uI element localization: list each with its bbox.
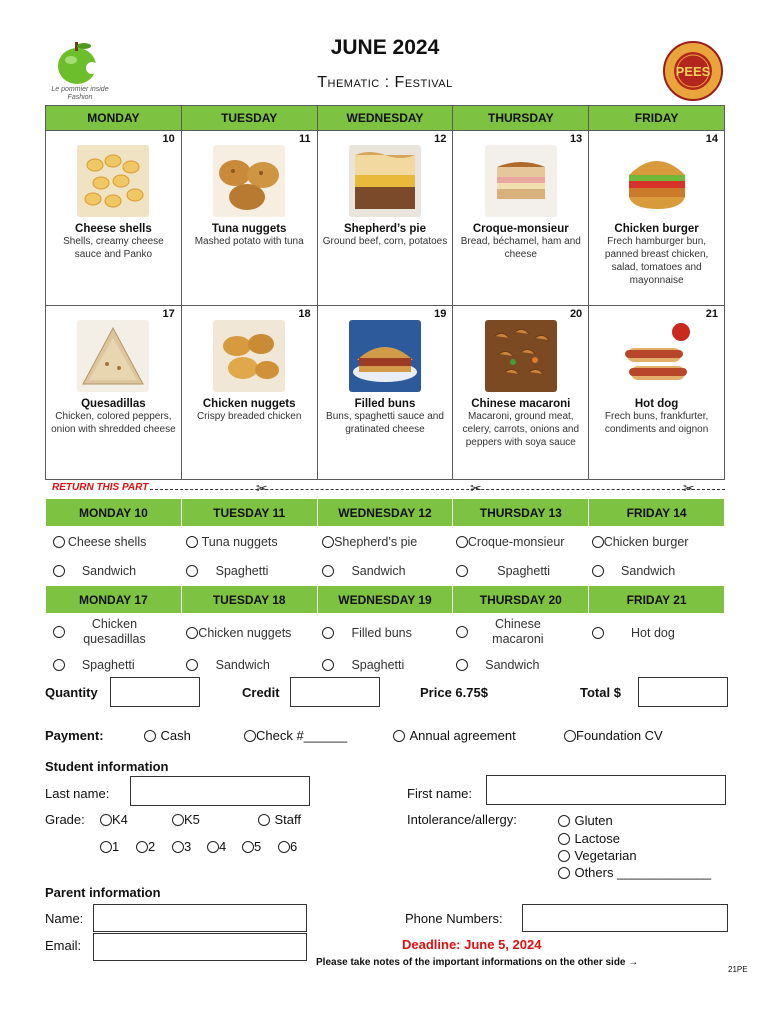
radio-button[interactable]	[322, 565, 334, 577]
menu-cell-20	[453, 306, 589, 480]
order-header: WEDNESDAY 19	[317, 586, 453, 614]
scissors-icon: ✂	[683, 480, 695, 496]
radio-button[interactable]	[592, 565, 604, 577]
radio-button[interactable]	[100, 814, 112, 826]
phone-input[interactable]	[522, 904, 728, 932]
price-label: Price 6.75$	[420, 685, 488, 700]
order-option[interactable]: Chicken burger	[589, 527, 725, 557]
order-option[interactable]: Shepherd’s pie	[317, 527, 453, 557]
scissors-icon: ✂	[256, 480, 268, 496]
radio-button[interactable]	[558, 815, 570, 827]
menu-item-name: Croque-monsieur	[472, 223, 569, 235]
radio-button[interactable]	[207, 841, 219, 853]
day-number: 17	[162, 308, 175, 320]
menu-cell-13	[453, 131, 589, 306]
payment-check[interactable]: Check #______	[244, 727, 347, 745]
order-option[interactable]: Sandwich	[589, 556, 725, 586]
day-number: 14	[705, 133, 718, 145]
order-option[interactable]: Spaghetti	[181, 556, 317, 586]
radio-button[interactable]	[592, 627, 604, 639]
day-number: 21	[705, 308, 718, 320]
order-header: THURSDAY 13	[453, 499, 589, 527]
radio-button[interactable]	[144, 730, 156, 742]
quantity-input[interactable]	[110, 677, 200, 707]
credit-label: Credit	[242, 685, 280, 700]
day-header-wednesday: WEDNESDAY	[317, 106, 453, 131]
hot-dog-icon	[621, 320, 693, 392]
day-number: 20	[569, 308, 583, 320]
radio-button[interactable]	[186, 627, 198, 639]
radio-button[interactable]	[186, 565, 198, 577]
menu-item-name: Chicken nuggets	[202, 398, 296, 410]
order-option[interactable]: Sandwich	[317, 556, 453, 586]
day-number: 11	[298, 133, 311, 145]
student-heading: Student information	[45, 759, 169, 774]
return-label: RETURN THIS PART	[52, 482, 149, 493]
payment-foundation[interactable]: Foundation CV	[564, 727, 663, 745]
menu-item-name: Shepherd’s pie	[343, 223, 426, 235]
form-code: 21PE	[728, 965, 748, 974]
day-number: 13	[569, 133, 583, 145]
day-number: 10	[162, 133, 175, 145]
menu-item-name: Quesadillas	[81, 398, 146, 410]
allergy-vegetarian[interactable]: Vegetarian	[558, 847, 637, 865]
menu-item-name: Cheese shells	[75, 223, 152, 235]
radio-button[interactable]	[393, 730, 405, 742]
pees-logo-text: PEES	[675, 64, 711, 79]
parent-name-input[interactable]	[93, 904, 307, 932]
order-option[interactable]: Spaghetti	[317, 651, 453, 680]
radio-button[interactable]	[100, 841, 112, 853]
radio-button[interactable]	[53, 565, 65, 577]
menu-item-name: Chinese macaroni	[471, 398, 571, 410]
cut-line	[150, 489, 725, 490]
order-option[interactable]: Tuna nuggets	[181, 527, 317, 557]
email-label: Email:	[45, 938, 82, 953]
radio-button[interactable]	[186, 659, 198, 671]
grade-5[interactable]: 5	[242, 838, 261, 856]
croque-monsieur-icon	[485, 145, 557, 217]
order-header: THURSDAY 20	[453, 586, 589, 614]
radio-button[interactable]	[53, 536, 65, 548]
grade-k5[interactable]: K5	[172, 811, 200, 829]
radio-button[interactable]	[456, 659, 468, 671]
radio-button[interactable]	[558, 833, 570, 845]
order-option[interactable]: Croque-monsieur	[453, 527, 589, 557]
allergy-lactose[interactable]: Lactose	[558, 830, 620, 848]
radio-button[interactable]	[456, 626, 468, 638]
menu-item-desc: Ground beef, corn, potatoes	[322, 236, 448, 247]
grade-staff[interactable]: Staff	[258, 811, 301, 829]
intolerance-label: Intolerance/allergy:	[407, 812, 517, 827]
pees-logo-icon	[663, 41, 723, 101]
shepherds-pie-icon	[349, 145, 421, 217]
radio-button[interactable]	[172, 841, 184, 853]
grade-4[interactable]: 4	[207, 838, 226, 856]
radio-button[interactable]	[53, 626, 65, 638]
order-option[interactable]: Hot dog	[589, 614, 725, 651]
first-name-label: First name:	[407, 786, 473, 801]
radio-button[interactable]	[136, 841, 148, 853]
page-title: JUNE 2024	[330, 36, 440, 59]
day-number: 19	[434, 308, 447, 320]
radio-button[interactable]	[278, 841, 290, 853]
radio-button[interactable]	[592, 536, 604, 548]
payment-annual[interactable]: Annual agreement	[393, 727, 516, 745]
radio-button[interactable]	[564, 730, 576, 742]
order-header: FRIDAY 21	[589, 586, 725, 614]
burger-icon	[621, 145, 693, 217]
day-header-thursday: THURSDAY	[453, 106, 589, 131]
email-input[interactable]	[93, 933, 307, 961]
radio-button[interactable]	[558, 850, 570, 862]
menu-item-name: Hot dog	[634, 398, 679, 410]
order-option[interactable]: Sandwich	[181, 651, 317, 680]
radio-button[interactable]	[53, 659, 65, 671]
day-number: 18	[298, 308, 311, 320]
first-name-input[interactable]	[486, 775, 726, 805]
last-name-input[interactable]	[130, 776, 310, 806]
menu-cell-18	[181, 306, 317, 480]
order-header: WEDNESDAY 12	[317, 499, 453, 527]
scissors-icon: ✂	[470, 480, 482, 496]
radio-button[interactable]	[172, 814, 184, 826]
order-option-empty	[589, 651, 725, 680]
menu-item-desc: Shells, creamy cheese sauce and Panko	[63, 236, 164, 260]
phone-label: Phone Numbers:	[405, 911, 503, 926]
grade-label: Grade:	[45, 812, 85, 827]
order-option[interactable]: Filled buns	[317, 614, 453, 651]
radio-button[interactable]	[322, 659, 334, 671]
menu-item-name: Filled buns	[354, 398, 416, 410]
grade-3[interactable]: 3	[172, 838, 191, 856]
menu-item-desc: Chicken, colored peppers, onion with shredded cheese	[51, 411, 176, 435]
menu-item-name: Tuna nuggets	[211, 223, 287, 235]
order-form	[45, 498, 725, 680]
grade-2[interactable]: 2	[136, 838, 155, 856]
order-option[interactable]: Cheese shells	[46, 527, 182, 557]
order-header: MONDAY 10	[46, 499, 182, 527]
order-option[interactable]: Sandwich	[453, 651, 589, 680]
payment-label: Payment:	[45, 728, 104, 743]
radio-button[interactable]	[558, 867, 570, 879]
order-header: MONDAY 17	[46, 586, 182, 614]
grade-6[interactable]: 6	[278, 838, 297, 856]
filled-bun-icon	[349, 320, 421, 392]
order-option[interactable]: Spaghetti	[46, 651, 182, 680]
grade-k4[interactable]: K4	[100, 811, 128, 829]
menu-item-desc: Macaroni, ground meat, celery, carrots, onions and peppers with soya sauce	[462, 411, 580, 448]
day-number: 12	[434, 133, 447, 145]
menu-cell-21	[589, 306, 725, 480]
total-label: Total $	[580, 685, 621, 700]
order-header: FRIDAY 14	[589, 499, 725, 527]
order-option[interactable]: Sandwich	[46, 556, 182, 586]
menu-calendar	[45, 105, 725, 480]
menu-item-desc: Mashed potato with tuna	[194, 236, 304, 247]
order-option[interactable]: Spaghetti	[453, 556, 589, 586]
radio-button[interactable]	[456, 536, 468, 548]
menu-item-desc: Buns, spaghetti sauce and gratinated cheese	[326, 411, 444, 435]
menu-cell-10	[46, 131, 182, 306]
footer-note: Please take notes of the important informations on the other side →	[316, 957, 639, 968]
grade-1[interactable]: 1	[100, 838, 119, 856]
menu-cell-12	[317, 131, 453, 306]
last-name-label: Last name:	[45, 786, 110, 801]
radio-button[interactable]	[258, 814, 270, 826]
payment-cash[interactable]: Cash	[144, 727, 191, 745]
quantity-label: Quantity	[45, 685, 98, 700]
radio-button[interactable]	[186, 536, 198, 548]
quesadilla-icon	[77, 320, 149, 392]
parent-heading: Parent information	[45, 885, 161, 900]
page-subtitle: Thematic : Festival	[317, 74, 453, 91]
allergy-gluten[interactable]: Gluten	[558, 812, 613, 830]
logo-caption: Le pommier inside Fashion	[51, 86, 109, 101]
order-option[interactable]: Chinese macaroni	[453, 614, 589, 651]
mac-cheese-icon	[77, 145, 149, 217]
macaroni-icon	[485, 320, 557, 392]
menu-cell-14	[589, 131, 725, 306]
tuna-nuggets-icon	[213, 145, 285, 217]
order-header: TUESDAY 11	[181, 499, 317, 527]
total-input[interactable]	[638, 677, 728, 707]
radio-button[interactable]	[242, 841, 254, 853]
menu-cell-17	[46, 306, 182, 480]
menu-item-desc: Crispy breaded chicken	[196, 411, 302, 422]
order-option[interactable]: Chicken nuggets	[181, 614, 317, 651]
menu-item-desc: Frech hamburger bun, panned breast chicken, salad, tomatoes and mayonnaise	[604, 236, 709, 286]
day-header-tuesday: TUESDAY	[181, 106, 317, 131]
menu-item-desc: Bread, béchamel, ham and cheese	[460, 236, 581, 260]
nuggets-icon	[213, 320, 285, 392]
order-header: TUESDAY 18	[181, 586, 317, 614]
menu-cell-11	[181, 131, 317, 306]
credit-input[interactable]	[290, 677, 380, 707]
day-header-monday: MONDAY	[46, 106, 182, 131]
menu-item-name: Chicken burger	[614, 223, 699, 235]
radio-button[interactable]	[322, 536, 334, 548]
order-option[interactable]: Chicken quesadillas	[46, 614, 182, 651]
deadline-text: Deadline: June 5, 2024	[402, 937, 542, 952]
menu-cell-19	[317, 306, 453, 480]
radio-button[interactable]	[322, 627, 334, 639]
radio-button[interactable]	[456, 565, 468, 577]
radio-button[interactable]	[244, 730, 256, 742]
parent-name-label: Name:	[45, 911, 84, 926]
menu-item-desc: Frech buns, frankfurter, condiments and oignon	[604, 411, 709, 435]
allergy-others[interactable]: Others _____________	[558, 864, 711, 882]
day-header-friday: FRIDAY	[589, 106, 725, 131]
